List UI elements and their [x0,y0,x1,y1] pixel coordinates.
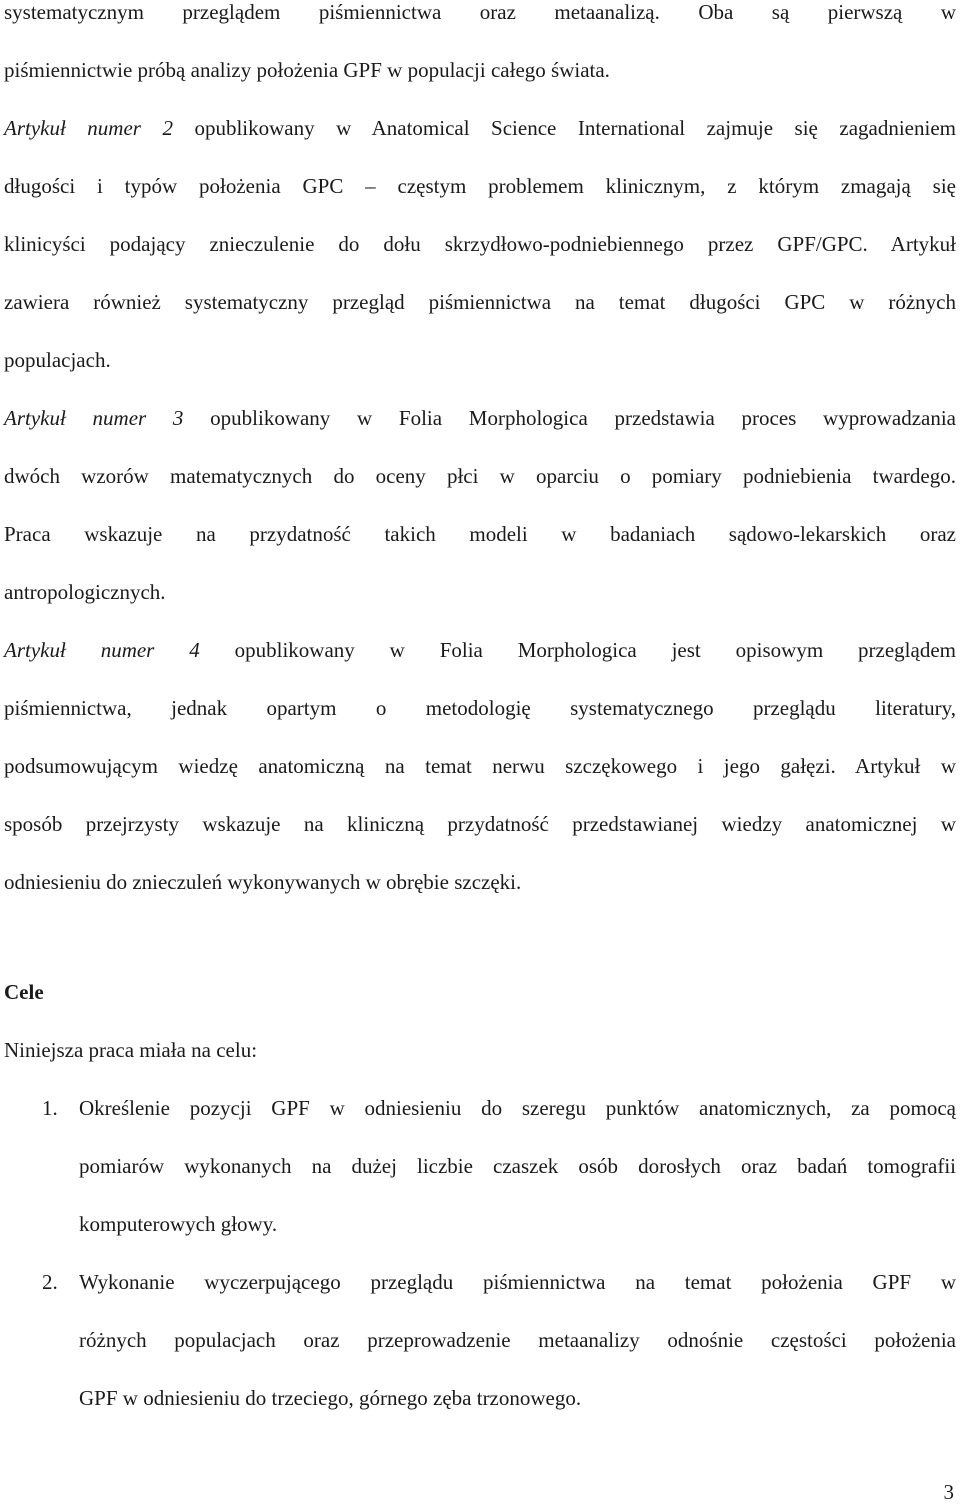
text-span: opublikowany w Folia Morphologica przedstawia proces wyprowadzania [183,406,956,430]
list-item [4,1096,956,1270]
text-line: Określenie pozycji GPF w odniesieniu do szeregu punktów anatomicznych, za pomocą [79,1096,956,1120]
text-line: Wykonanie wyczerpującego przeglądu piśmiennictwa na temat położenia GPF w [79,1270,956,1294]
article-label: Artykuł numer 4 [4,638,200,662]
text-line: długości i typów położenia GPC – częstym problemem klinicznym, z którym zmagają się [4,174,956,198]
paragraph-article-4 [4,638,956,928]
text-line: systematycznym przeglądem piśmiennictwa oraz metaanalizą. Oba są pierwszą w [4,0,956,24]
text-line: podsumowującym wiedzę anatomiczną na temat nerwu szczękowego i jego gałęzi. Artykuł w [4,754,956,778]
paragraph-continuation [4,0,956,116]
section-heading: Cele [4,980,44,1004]
text-line [4,406,956,464]
article-label: Artykuł numer 3 [4,406,184,430]
page-number: 3 [943,1480,954,1504]
text-line: klinicyści podający znieczulenie do dołu skrzydłowo-podniebiennego przez GPF/GPC. Artykuł [4,232,956,256]
document-page [4,0,956,1444]
text-line: Praca wskazuje na przydatność takich modeli w badaniach sądowo-lekarskich oraz [4,522,956,546]
text-line: zawiera również systematyczny przegląd piśmiennictwa na temat długości GPC w różnych [4,290,956,314]
text-line: odniesieniu do znieczuleń wykonywanych w obrębie szczęki. [4,870,522,894]
text-span: opublikowany w Anatomical Science International zajmuje się zagadnieniem [172,116,956,140]
list-item [4,1270,956,1444]
list-number: 2. [42,1270,58,1294]
text-span: opublikowany w Folia Morphologica jest opisowym przeglądem [199,638,956,662]
list-number: 1. [42,1096,58,1120]
text-line [4,638,956,696]
text-line: piśmiennictwie próbą analizy położenia GPF w populacji całego świata. [4,58,610,82]
text-line: komputerowych głowy. [79,1212,278,1236]
text-line: piśmiennictwa, jednak opartym o metodologię systematycznego przeglądu literatury, [4,696,956,720]
section-intro: Niniejsza praca miała na celu: [4,1038,258,1062]
text-line: różnych populacjach oraz przeprowadzenie metaanalizy odnośnie częstości położenia [79,1328,956,1352]
paragraph-article-3 [4,406,956,638]
text-line: dwóch wzorów matematycznych do oceny płci w oparciu o pomiary podniebienia twardego. [4,464,956,488]
paragraph-article-2 [4,116,956,406]
goals-list [4,1096,956,1444]
text-line: sposób przejrzysty wskazuje na kliniczną przydatność przedstawianej wiedzy anatomicznej w [4,812,956,836]
article-label: Artykuł numer 2 [4,116,173,140]
text-line: GPF w odniesieniu do trzeciego, górnego zęba trzonowego. [79,1386,582,1410]
text-line: pomiarów wykonanych na dużej liczbie czaszek osób dorosłych oraz badań tomografii [79,1154,956,1178]
text-line: antropologicznych. [4,580,166,604]
text-line [4,116,956,174]
text-line: populacjach. [4,348,111,372]
